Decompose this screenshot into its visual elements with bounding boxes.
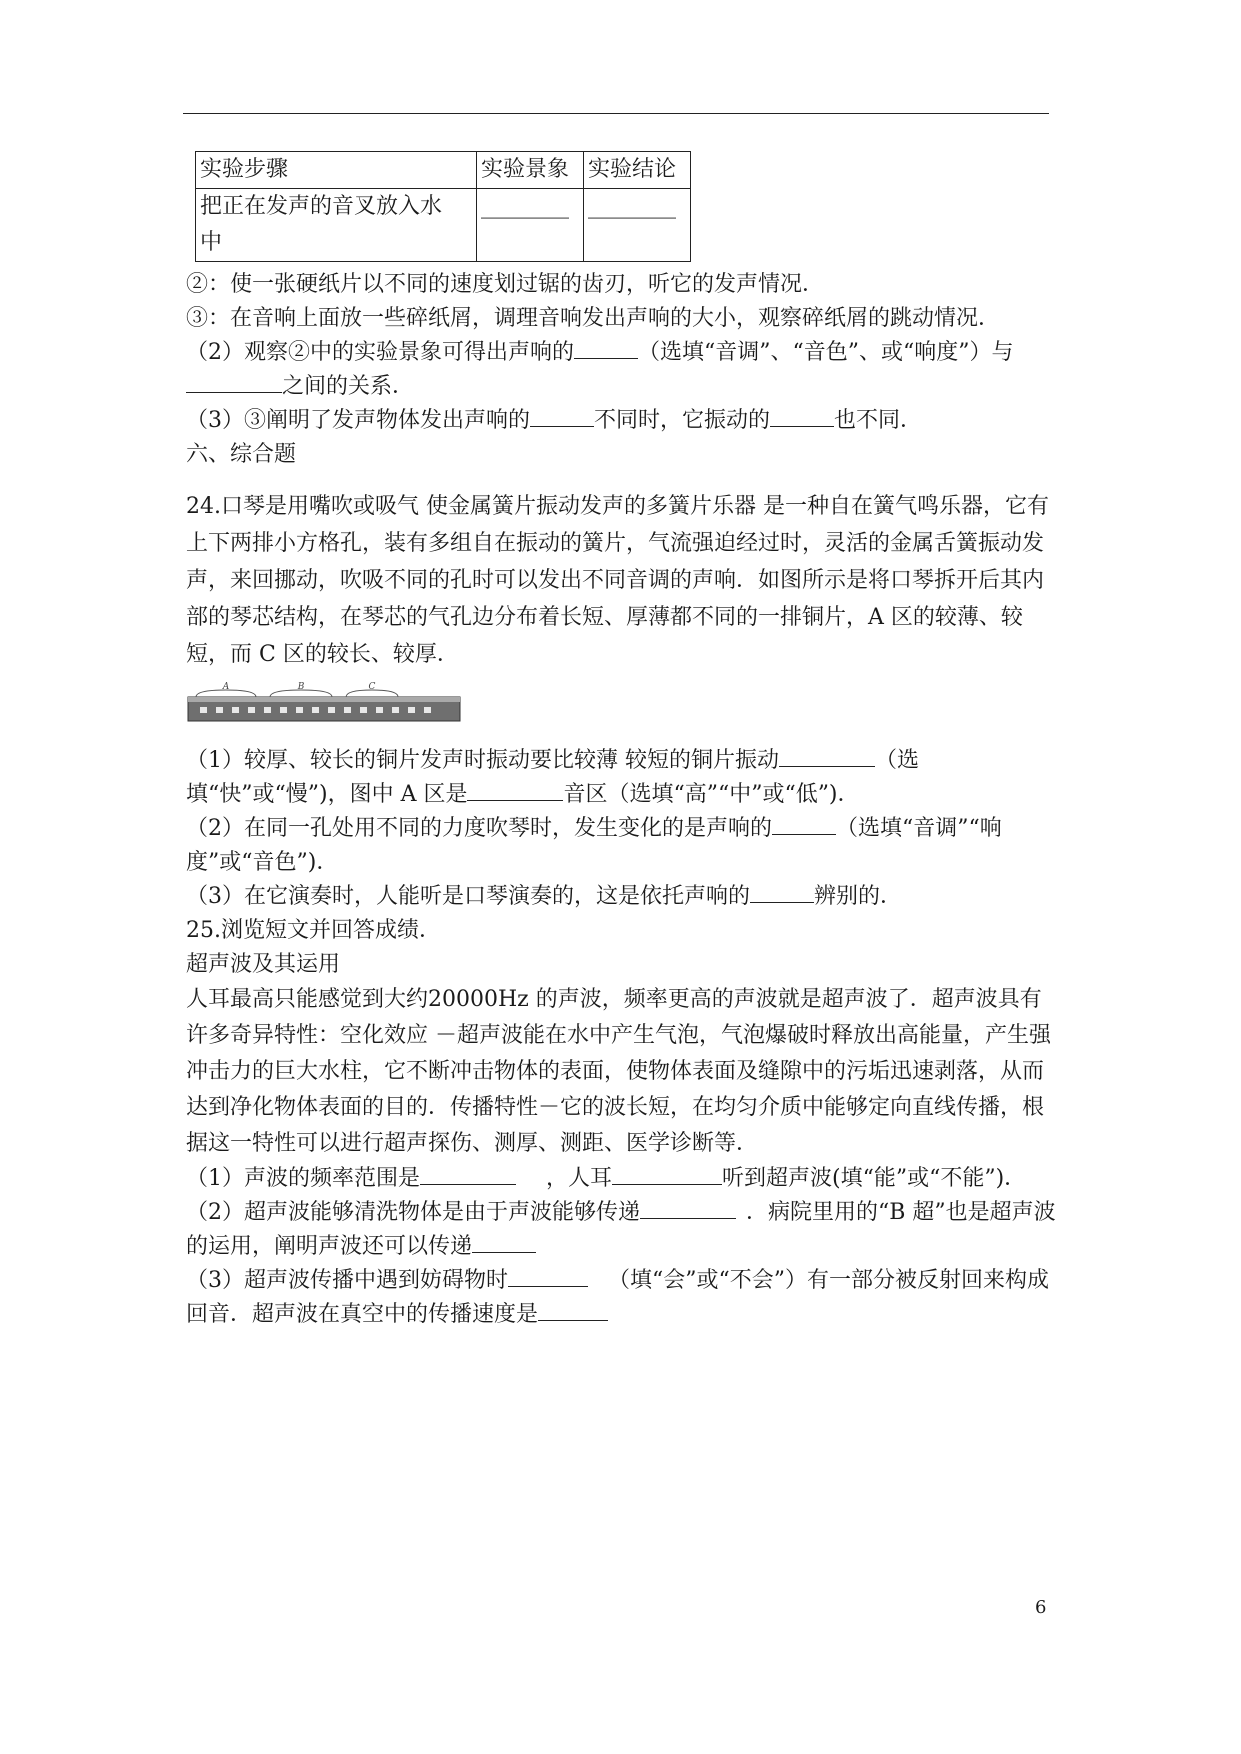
answer-blank[interactable] xyxy=(472,1230,536,1253)
table-cell-step xyxy=(196,189,477,262)
answer-blank[interactable] xyxy=(779,744,875,767)
q25-stem: 25.浏览短文并回答成绩． xyxy=(186,918,441,943)
document-body xyxy=(186,268,1056,1332)
answer-blank[interactable] xyxy=(186,370,282,393)
table-header-cell: 实验景象 xyxy=(477,152,584,189)
q23-item-2: ②：使一张硬纸片以不同的速度划过锯的齿刃，听它的发声情况． xyxy=(186,272,825,297)
answer-blank[interactable] xyxy=(420,1162,516,1185)
table-cell-phenomenon: ________ xyxy=(477,189,584,262)
table-header-cell: 实验步骤 xyxy=(196,152,477,189)
harmonica-reed-plate-figure xyxy=(186,681,464,725)
q24-sub-2: （2）在同一孔处用不同的力度吹琴时，发生变化的是声响的 （选填“音调”“响度”或“音色”)． xyxy=(186,812,1056,880)
table-header-row xyxy=(196,152,691,189)
figure-label-c: C xyxy=(368,682,376,692)
answer-blank[interactable] xyxy=(538,1298,608,1321)
q25-sub-2: （2）超声波能够清洗物体是由于声波能够传递 ．病院里用的“B 超”也是超声波的运用，阐明声波还可以传递 xyxy=(186,1196,1056,1264)
experiment-table xyxy=(195,151,691,262)
answer-blank[interactable] xyxy=(467,778,563,801)
answer-blank[interactable] xyxy=(640,1196,736,1219)
table-row xyxy=(196,189,691,262)
figure-label-b: B xyxy=(297,682,305,692)
q24-sub-3: （3）在它演奏时，人能听是口琴演奏的，这是依托声响的 辨别的． xyxy=(186,880,1056,914)
answer-blank[interactable] xyxy=(508,1264,588,1287)
step-line-1: 把正在发声的音叉放入水 xyxy=(200,194,443,219)
answer-blank[interactable] xyxy=(772,812,836,835)
answer-blank[interactable] xyxy=(612,1162,722,1185)
q25-passage: 人耳最高只能感觉到大约20000Hz 的声波，频率更高的声波就是超声波了．超声波具有许多奇异特性：空化效应 －超声波能在水中产生气泡，气泡爆破时释放出高能量，产生强冲击力的巨大水柱，它不断冲击物体的表面，使物体表面及缝隙中的污垢迅速剥落，从而达到净化物体表面的目的．传播特性－它的波长短，在均匀介质中能够定向直线传播，根据这一特性可以进行超声探伤、测厚、测距、医学诊断等． xyxy=(186,987,1051,1156)
q23-sub-2: （2）观察②中的实验景象可得出声响的 （选填“音调”、“音色”、或“响度”）与之间的关系． xyxy=(186,336,1056,404)
answer-blank[interactable] xyxy=(750,880,814,903)
answer-blank[interactable] xyxy=(530,404,594,427)
figure-label-a: A xyxy=(222,682,230,692)
q23-item-3: ③：在音响上面放一些碎纸屑，调理音响发出声响的大小，观察碎纸屑的跳动情况． xyxy=(186,306,1001,331)
step-line-2: 中 xyxy=(200,230,223,255)
header-rule xyxy=(183,113,1049,114)
q25-sub-1: （1）声波的频率范围是 ，人耳 听到超声波(填“能”或“不能”)． xyxy=(186,1162,1056,1196)
table-cell-conclusion: ________ xyxy=(584,189,691,262)
answer-blank[interactable] xyxy=(574,336,638,359)
q25-sub-3: （3）超声波传播中遇到妨碍物时 （填“会”或“不会”）有一部分被反射回来构成回音．超声波在真空中的传播速度是 xyxy=(186,1264,1056,1332)
section-heading: 六、综合题 xyxy=(186,442,297,467)
q25-passage-title: 超声波及其运用 xyxy=(186,952,341,977)
q23-sub-3: （3）③阐明了发声物体发出声响的 不同时，它振动的 也不同． xyxy=(186,404,1056,438)
q24-stem: 24.口琴是用嘴吹或吸气 使金属簧片振动发声的多簧片乐器 是一种自在簧气鸣乐器，它有上下两排小方格孔，装有多组自在振动的簧片，气流强迫经过时，灵活的金属舌簧振动发声，来回挪动，吹吸不同的孔时可以发出不同音调的声响．如图所示是将口琴拆开后其内部的琴芯结构，在琴芯的气孔边分布着长短、厚薄都不同的一排铜片，A 区的较薄、较短，而 C 区的较长、较厚． xyxy=(186,494,1049,667)
table-header-cell: 实验结论 xyxy=(584,152,691,189)
q24-sub-1: （1）较厚、较长的铜片发声时振动要比较薄 较短的铜片振动 （选填“快”或“慢”)，图中 A 区是 音区（选填“高”“中”或“低”)． xyxy=(186,744,1056,812)
page-number: 6 xyxy=(1035,1597,1047,1618)
answer-blank[interactable] xyxy=(770,404,834,427)
